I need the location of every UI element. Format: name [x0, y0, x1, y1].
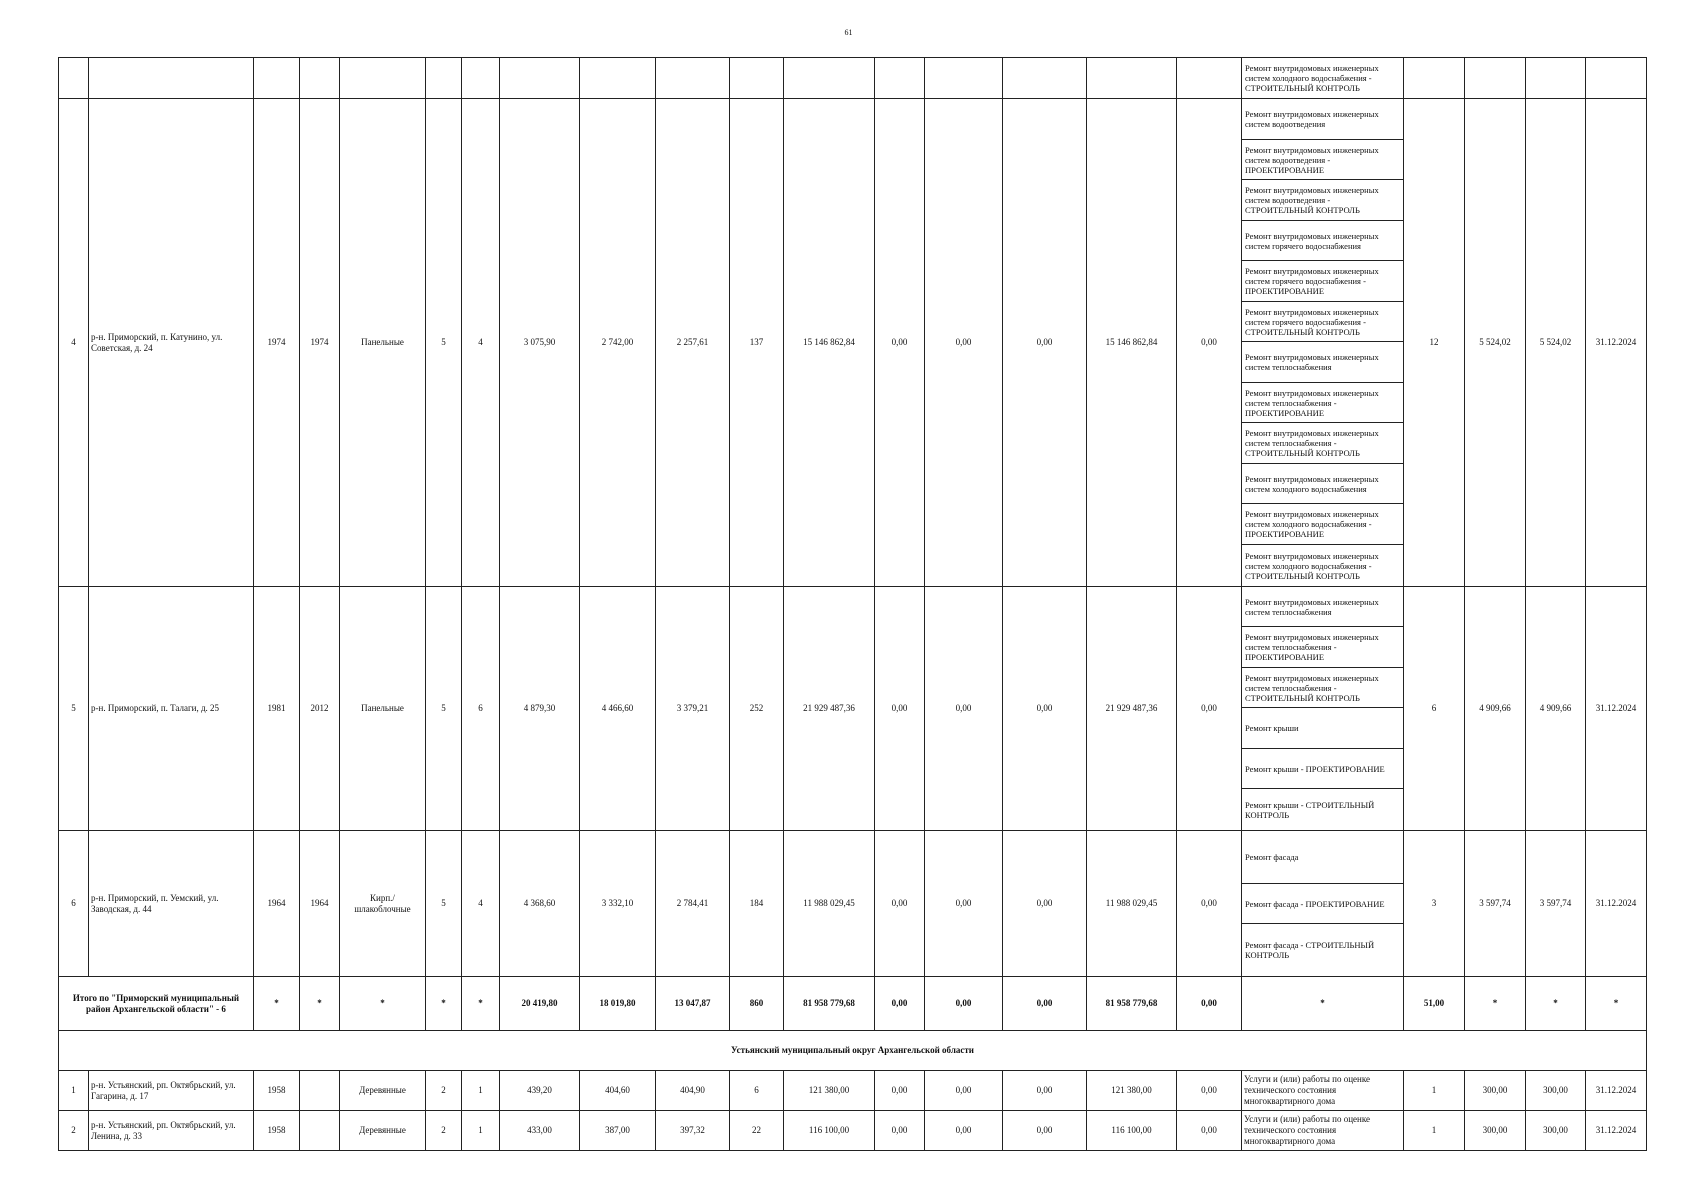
work-item: Ремонт внутридомовых инженерных систем холодного водоснабжения - СТРОИТЕЛЬНЫЙ КОНТРОЛЬ	[1245, 63, 1379, 93]
work-item: Ремонт крыши - ПРОЕКТИРОВАНИЕ	[1242, 749, 1403, 789]
area-living-cell: 404,90	[656, 1071, 730, 1111]
address-cell: р-н. Устьянский, рп. Октябрьский, ул. Ленина, д. 33	[89, 1111, 254, 1151]
works-list-cell	[1242, 99, 1404, 587]
work-item: Ремонт внутридомовых инженерных систем горячего водоснабжения - ПРОЕКТИРОВАНИЕ	[1242, 261, 1403, 302]
work-item: Ремонт внутридомовых инженерных систем теплоснабжения	[1242, 587, 1403, 627]
work-item: Ремонт внутридомовых инженерных систем горячего водоснабжения - СТРОИТЕЛЬНЫЙ КОНТРОЛЬ	[1242, 302, 1403, 342]
fund-regional-cell: 0,00	[925, 587, 1003, 831]
cost-per-m2-cell: 3 597,74	[1465, 831, 1526, 977]
total-star: *	[426, 977, 462, 1031]
area-premises-cell: 3 332,10	[580, 831, 656, 977]
work-item: Ремонт внутридомовых инженерных систем холодного водоснабжения - СТРОИТЕЛЬНЫЙ КОНТРОЛЬ	[1245, 550, 1379, 581]
work-item: Ремонт крыши - СТРОИТЕЛЬНЫЙ КОНТРОЛЬ	[1245, 799, 1375, 820]
fund-regional-cell: 0,00	[925, 99, 1003, 587]
works-count-cell: 3	[1404, 831, 1465, 977]
work-item: Ремонт внутридомовых инженерных систем горячего водоснабжения	[1242, 221, 1403, 261]
cost-per-m2-cell: 4 909,66	[1465, 587, 1526, 831]
wall-material-cell: Деревянные	[340, 1111, 426, 1151]
row-number: 1	[59, 1071, 89, 1111]
fund-federal-cell: 0,00	[875, 587, 925, 831]
repair-program-table	[58, 57, 1647, 1151]
year-renov-cell: 1974	[300, 99, 340, 587]
deadline-cell: 31.12.2024	[1586, 1111, 1647, 1151]
table-row	[59, 99, 1647, 587]
entrances-cell: 4	[462, 831, 500, 977]
total-fund-regional: 0,00	[925, 977, 1003, 1031]
total-star: *	[1242, 977, 1404, 1031]
entrances-cell: 4	[462, 99, 500, 587]
area-premises-cell: 387,00	[580, 1111, 656, 1151]
max-cost-per-m2-cell: 300,00	[1526, 1111, 1586, 1151]
year-built-cell: 1958	[254, 1111, 300, 1151]
year-built-cell: 1974	[254, 99, 300, 587]
area-total-cell: 3 075,90	[500, 99, 580, 587]
max-cost-per-m2-cell: 5 524,02	[1526, 99, 1586, 587]
address-cell: р-н. Устьянский, рп. Октябрьский, ул. Гагарина, д. 17	[89, 1071, 254, 1111]
table-row-continuation	[59, 58, 1647, 99]
cost-per-m2-cell: 300,00	[1465, 1111, 1526, 1151]
year-renov-cell	[300, 1071, 340, 1111]
work-item: Ремонт внутридомовых инженерных систем теплоснабжения - СТРОИТЕЛЬНЫЙ КОНТРОЛЬ	[1242, 423, 1403, 464]
total-star: *	[1465, 977, 1526, 1031]
fund-federal-cell: 0,00	[875, 1071, 925, 1111]
cost-total-cell: 15 146 862,84	[784, 99, 875, 587]
fund-owners-cell: 11 988 029,45	[1087, 831, 1177, 977]
year-built-cell: 1958	[254, 1071, 300, 1111]
cost-total-cell: 11 988 029,45	[784, 831, 875, 977]
section-title: Устьянский муниципальный округ Архангельской области	[59, 1031, 1647, 1071]
area-premises-cell: 4 466,60	[580, 587, 656, 831]
fund-local-cell: 0,00	[1003, 1111, 1087, 1151]
total-row	[59, 977, 1647, 1031]
row-number: 6	[59, 831, 89, 977]
address-cell: р-н. Приморский, п. Катунино, ул. Советская, д. 24	[89, 99, 254, 587]
fund-regional-cell: 0,00	[925, 1111, 1003, 1151]
fund-other-cell: 0,00	[1177, 1071, 1242, 1111]
work-item: Ремонт внутридомовых инженерных систем теплоснабжения - ПРОЕКТИРОВАНИЕ	[1242, 627, 1403, 668]
deadline-cell: 31.12.2024	[1586, 831, 1647, 977]
total-area-premises: 18 019,80	[580, 977, 656, 1031]
works-list-cell	[1242, 831, 1404, 977]
cost-total-cell: 121 380,00	[784, 1071, 875, 1111]
fund-other-cell: 0,00	[1177, 587, 1242, 831]
wall-material-cell: Деревянные	[340, 1071, 426, 1111]
area-living-cell: 3 379,21	[656, 587, 730, 831]
total-star: *	[1586, 977, 1647, 1031]
total-area-total: 20 419,80	[500, 977, 580, 1031]
works-list-cell	[1242, 587, 1404, 831]
table-row	[59, 831, 1647, 977]
fund-regional-cell: 0,00	[925, 1071, 1003, 1111]
total-works-count: 51,00	[1404, 977, 1465, 1031]
area-premises-cell: 2 742,00	[580, 99, 656, 587]
fund-other-cell: 0,00	[1177, 1111, 1242, 1151]
address-cell: р-н. Приморский, п. Талаги, д. 25	[89, 587, 254, 831]
total-fund-other: 0,00	[1177, 977, 1242, 1031]
total-star: *	[300, 977, 340, 1031]
section-header-row	[59, 1031, 1647, 1071]
fund-regional-cell: 0,00	[925, 831, 1003, 977]
work-item: Ремонт крыши	[1242, 708, 1403, 749]
max-cost-per-m2-cell: 4 909,66	[1526, 587, 1586, 831]
fund-federal-cell: 0,00	[875, 99, 925, 587]
total-fund-federal: 0,00	[875, 977, 925, 1031]
area-total-cell: 439,20	[500, 1071, 580, 1111]
fund-other-cell: 0,00	[1177, 99, 1242, 587]
area-living-cell: 397,32	[656, 1111, 730, 1151]
wall-material-cell: Панельные	[340, 99, 426, 587]
deadline-cell: 31.12.2024	[1586, 587, 1647, 831]
row-number: 4	[59, 99, 89, 587]
work-item: Ремонт фасада - СТРОИТЕЛЬНЫЙ КОНТРОЛЬ	[1245, 940, 1375, 960]
deadline-cell: 31.12.2024	[1586, 1071, 1647, 1111]
residents-cell: 252	[730, 587, 784, 831]
fund-federal-cell: 0,00	[875, 1111, 925, 1151]
total-star: *	[254, 977, 300, 1031]
work-item: Ремонт внутридомовых инженерных систем водоотведения - СТРОИТЕЛЬНЫЙ КОНТРОЛЬ	[1242, 180, 1403, 221]
total-star: *	[1526, 977, 1586, 1031]
fund-owners-cell: 116 100,00	[1087, 1111, 1177, 1151]
residents-cell: 22	[730, 1111, 784, 1151]
entrances-cell: 1	[462, 1111, 500, 1151]
works-count-cell: 6	[1404, 587, 1465, 831]
fund-owners-cell: 121 380,00	[1087, 1071, 1177, 1111]
area-total-cell: 4 368,60	[500, 831, 580, 977]
total-star: *	[462, 977, 500, 1031]
table-row	[59, 1071, 1647, 1111]
work-item: Ремонт внутридомовых инженерных систем теплоснабжения - СТРОИТЕЛЬНЫЙ КОНТРОЛЬ	[1242, 668, 1403, 708]
work-item: Ремонт внутридомовых инженерных систем теплоснабжения	[1242, 342, 1403, 383]
residents-cell: 6	[730, 1071, 784, 1111]
floors-cell: 5	[426, 587, 462, 831]
cost-total-cell: 116 100,00	[784, 1111, 875, 1151]
total-fund-local: 0,00	[1003, 977, 1087, 1031]
entrances-cell: 1	[462, 1071, 500, 1111]
fund-owners-cell: 21 929 487,36	[1087, 587, 1177, 831]
floors-cell: 5	[426, 99, 462, 587]
work-item: Ремонт фасада - ПРОЕКТИРОВАНИЕ	[1242, 884, 1403, 924]
fund-local-cell: 0,00	[1003, 99, 1087, 587]
works-count-cell: 1	[1404, 1071, 1465, 1111]
work-item: Услуги и (или) работы по оценке технического состояния многоквартирного дома	[1242, 1111, 1404, 1151]
cost-total-cell: 21 929 487,36	[784, 587, 875, 831]
fund-local-cell: 0,00	[1003, 831, 1087, 977]
row-number: 2	[59, 1111, 89, 1151]
fund-federal-cell: 0,00	[875, 831, 925, 977]
residents-cell: 137	[730, 99, 784, 587]
work-item: Ремонт внутридомовых инженерных систем теплоснабжения - ПРОЕКТИРОВАНИЕ	[1242, 383, 1403, 423]
total-area-living: 13 047,87	[656, 977, 730, 1031]
year-renov-cell: 1964	[300, 831, 340, 977]
total-label: Итого по "Приморский муниципальный район Архангельской области" - 6	[59, 977, 254, 1031]
deadline-cell: 31.12.2024	[1586, 99, 1647, 587]
area-total-cell: 433,00	[500, 1111, 580, 1151]
area-total-cell: 4 879,30	[500, 587, 580, 831]
wall-material-cell: Кирп./ шлакоблочные	[340, 831, 426, 977]
year-renov-cell: 2012	[300, 587, 340, 831]
floors-cell: 5	[426, 831, 462, 977]
cost-per-m2-cell: 300,00	[1465, 1071, 1526, 1111]
area-living-cell: 2 257,61	[656, 99, 730, 587]
page-number: 61	[844, 28, 853, 37]
year-renov-cell	[300, 1111, 340, 1151]
works-count-cell: 12	[1404, 99, 1465, 587]
cost-per-m2-cell: 5 524,02	[1465, 99, 1526, 587]
fund-other-cell: 0,00	[1177, 831, 1242, 977]
work-item: Ремонт внутридомовых инженерных систем холодного водоснабжения	[1242, 464, 1403, 504]
area-living-cell: 2 784,41	[656, 831, 730, 977]
wall-material-cell: Панельные	[340, 587, 426, 831]
work-item: Ремонт внутридомовых инженерных систем холодного водоснабжения - ПРОЕКТИРОВАНИЕ	[1242, 504, 1403, 545]
year-built-cell: 1964	[254, 831, 300, 977]
work-item: Ремонт внутридомовых инженерных систем водоотведения	[1242, 99, 1403, 140]
entrances-cell: 6	[462, 587, 500, 831]
area-premises-cell: 404,60	[580, 1071, 656, 1111]
address-cell: р-н. Приморский, п. Уемский, ул. Заводская, д. 44	[89, 831, 254, 977]
work-item: Услуги и (или) работы по оценке технического состояния многоквартирного дома	[1242, 1071, 1404, 1111]
max-cost-per-m2-cell: 3 597,74	[1526, 831, 1586, 977]
floors-cell: 2	[426, 1071, 462, 1111]
fund-local-cell: 0,00	[1003, 587, 1087, 831]
table-row	[59, 587, 1647, 831]
fund-owners-cell: 15 146 862,84	[1087, 99, 1177, 587]
work-item: Ремонт фасада	[1242, 831, 1403, 884]
total-residents: 860	[730, 977, 784, 1031]
total-cost: 81 958 779,68	[784, 977, 875, 1031]
residents-cell: 184	[730, 831, 784, 977]
work-item: Ремонт внутридомовых инженерных систем водоотведения - ПРОЕКТИРОВАНИЕ	[1242, 140, 1403, 180]
total-fund-owners: 81 958 779,68	[1087, 977, 1177, 1031]
row-number: 5	[59, 587, 89, 831]
total-star: *	[340, 977, 426, 1031]
table-row	[59, 1111, 1647, 1151]
year-built-cell: 1981	[254, 587, 300, 831]
floors-cell: 2	[426, 1111, 462, 1151]
fund-local-cell: 0,00	[1003, 1071, 1087, 1111]
max-cost-per-m2-cell: 300,00	[1526, 1071, 1586, 1111]
works-count-cell: 1	[1404, 1111, 1465, 1151]
